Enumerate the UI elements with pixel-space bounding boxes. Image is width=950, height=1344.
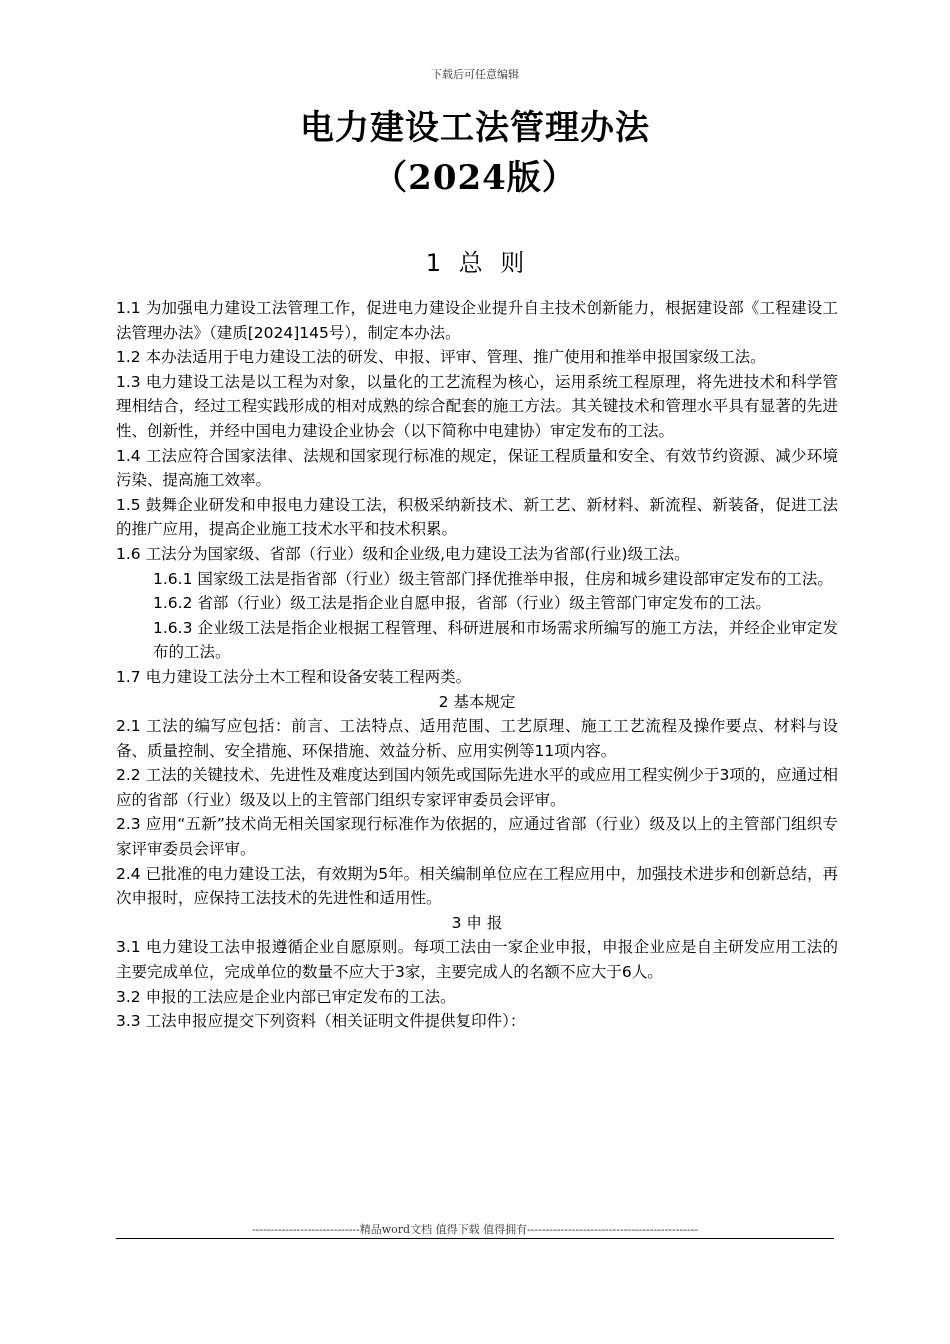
clause-paragraph: 1.7 电力建设工法分土木工程和设备安装工程两类。 <box>116 667 472 686</box>
clause-paragraph: 3.2 申报的工法应是企业内部已审定发布的工法。 <box>116 987 456 1006</box>
clause-paragraph: 1.2 本办法适用于电力建设工法的研发、申报、评审、管理、推广使用和推举申报国家级工法。 <box>116 348 766 367</box>
clause-paragraph: 2.3 应用“五新”技术尚无相关国家现行标准作为依据的，应通过省部（行业）级及以上的主管部门组织专家评审委员会评审。 <box>116 815 838 859</box>
footer-text: -----------------------------精品word文档 值得下载 值得拥有---------------------------------------------- <box>251 1223 699 1236</box>
clause-paragraph: 2.4 已批准的电力建设工法，有效期为5年。相关编制单位应在工程应用中，加强技术进步和创新总结，再次申报时，应保持工法技术的先进性和适用性。 <box>116 864 838 908</box>
document-title: 电力建设工法管理办法 <box>300 108 650 148</box>
clause-paragraph: 1.6.1 国家级工法是指省部（行业）级主管部门择优推举申报，住房和城乡建设部审定发布的工法。 <box>153 569 833 588</box>
document-title-version: （2024版） <box>373 158 577 198</box>
document-body <box>116 296 838 1034</box>
clause-paragraph: 3.3 工法申报应提交下列资料（相关证明文件提供复印件）： <box>116 1012 526 1031</box>
clause-paragraph: 1.1 为加强电力建设工法管理工作，促进电力建设企业提升自主技术创新能力，根据建设部《工程建设工法管理办法》（建质[2024]145号），制定本办法。 <box>116 299 838 342</box>
section-heading: 2 基本规定 <box>438 692 516 711</box>
clause-paragraph: 2.1 工法的编写应包括：前言、工法特点、适用范围、工艺原理、施工工艺流程及操作要点、材料与设备、质量控制、安全措施、环保措施、效益分析、应用实例等11项内容。 <box>116 717 838 760</box>
clause-paragraph: 1.3 电力建设工法是以工程为对象，以量化的工艺流程为核心，运用系统工程原理，将先进技术和科学管理相结合，经过工程实践形成的相对成熟的综合配套的施工方法。其关键技术和管理水平具有显著的先进性、创新性，并经中国电力建设企业协会（以下简称中电建协）审定发布的工法。 <box>116 372 838 440</box>
clause-paragraph: 1.4 工法应符合国家法律、法规和国家现行标准的规定，保证工程质量和安全、有效节约资源、减少环境污染、提高施工效率。 <box>116 446 838 490</box>
section-heading: 3 申 报 <box>451 913 503 932</box>
header-note: 下载后可任意编辑 <box>431 68 519 81</box>
clause-paragraph: 1.6 工法分为国家级、省部（行业）级和企业级,电力建设工法为省部(行业)级工法。 <box>116 544 690 563</box>
clause-paragraph: 2.2 工法的关键技术、先进性及难度达到国内领先或国际先进水平的或应用工程实例少于3项的，应通过相应的省部（行业）级及以上的主管部门组织专家评审委员会评审。 <box>116 766 838 809</box>
clause-paragraph: 3.1 电力建设工法申报遵循企业自愿原则。每项工法由一家企业申报，申报企业应是自主研发应用工法的主要完成单位，完成单位的数量不应大于3家，主要完成人的名额不应大于6人。 <box>116 938 838 982</box>
clause-paragraph: 1.6.2 省部（行业）级工法是指企业自愿申报，省部（行业）级主管部门审定发布的工法。 <box>153 594 771 613</box>
footer-rule <box>116 1238 834 1239</box>
clause-paragraph: 1.6.3 企业级工法是指企业根据工程管理、科研进展和市场需求所编写的施工方法，并经企业审定发布的工法。 <box>153 618 838 662</box>
section-heading-general: 1 总 则 <box>425 249 525 277</box>
clause-paragraph: 1.5 鼓舞企业研发和申报电力建设工法，积极采纳新技术、新工艺、新材料、新流程、新装备，促进工法的推广应用，提高企业施工技术水平和技术积累。 <box>116 495 838 539</box>
